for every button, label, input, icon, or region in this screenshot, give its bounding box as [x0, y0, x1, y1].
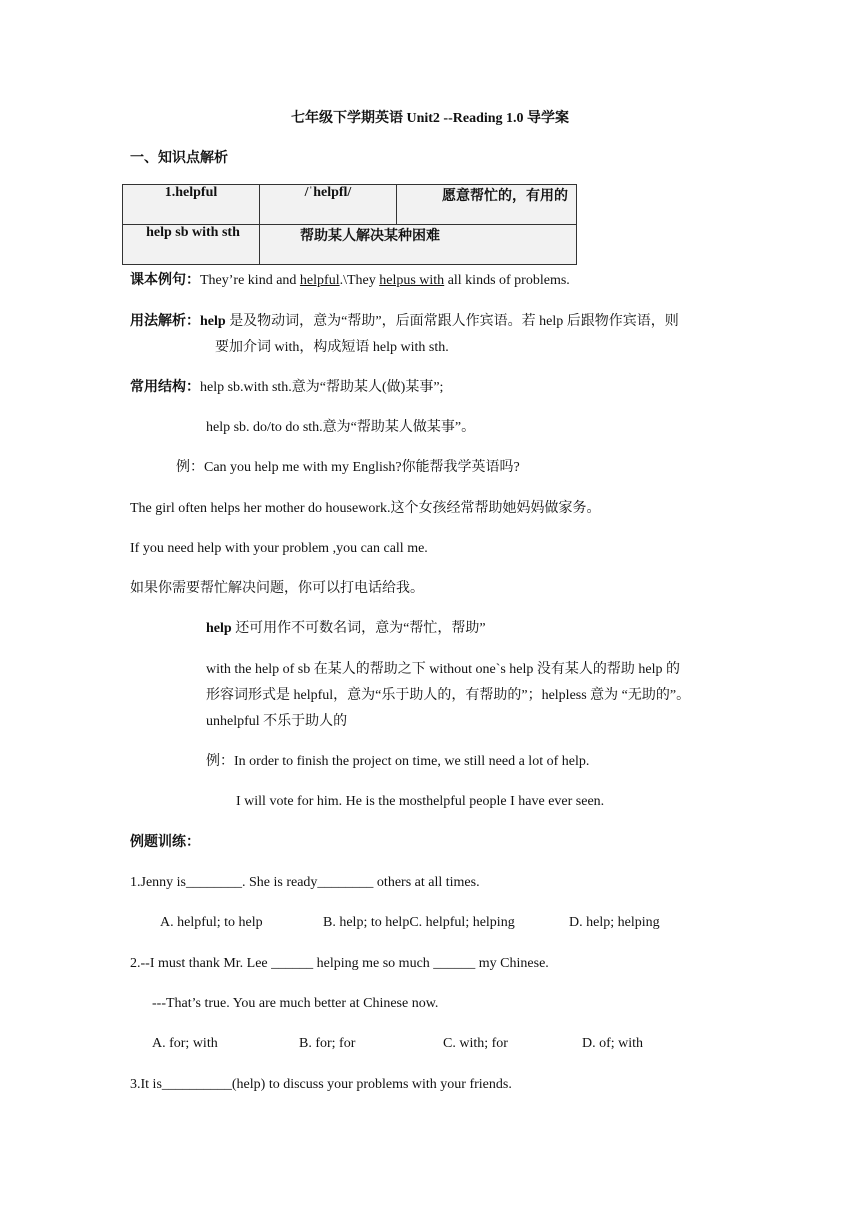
- example-label: 例：: [176, 460, 204, 475]
- vocab-meaning: 愿意帮忙的，有用的: [397, 185, 577, 225]
- structure-line-2: help sb. do/to do sth.意为“帮助某人做某事”。: [206, 420, 476, 435]
- if-need-sentence: If you need help with your problem ,you can call me.: [130, 541, 428, 556]
- structure-label: 常用结构：: [130, 380, 200, 395]
- question-3: 3.It is__________(help) to discuss your problems with your friends.: [130, 1077, 512, 1092]
- q1-option-bc: B. help; to helpC. helpful; helping: [323, 915, 515, 930]
- example-sentence: In order to finish the project on time, we still need a lot of help.: [234, 754, 590, 769]
- example-underline: helpful: [299, 273, 340, 288]
- example-text: all kinds of problems.: [444, 273, 570, 288]
- usage-bold: help: [200, 314, 226, 329]
- noun-text: 还可用作不可数名词，意为“帮忙，帮助”: [231, 621, 486, 636]
- question-2-reply: ---That’s true. You are much better at Chinese now.: [152, 996, 439, 1011]
- with-help-line-1: with the help of sb 在某人的帮助之下 without one`s help 没有某人的帮助 help 的: [206, 662, 681, 677]
- example-2: [206, 753, 589, 771]
- exercises-heading: 例题训练：: [130, 835, 200, 850]
- structure-line-1: [130, 379, 443, 397]
- example-3: I will vote for him. He is the mosthelpful people I have ever seen.: [236, 794, 605, 809]
- if-need-translation: 如果你需要帮忙解决问题，你可以打电话给我。: [130, 581, 424, 596]
- section-heading: 一、知识点解析: [130, 151, 228, 166]
- q1-option-d: D. help; helping: [569, 915, 660, 930]
- q2-option-b: B. for; for: [299, 1036, 356, 1051]
- example-text: .\They: [339, 273, 380, 288]
- q2-option-c: C. with; for: [443, 1036, 508, 1051]
- q1-option-a: A. helpful; to help: [160, 915, 263, 930]
- usage-line-1: [130, 313, 679, 331]
- noun-bold: help: [206, 621, 232, 636]
- with-help-line-3: unhelpful 不乐于助人的: [206, 714, 348, 729]
- example-label: 例：: [206, 754, 234, 769]
- usage-label: 用法解析：: [130, 314, 200, 329]
- q2-option-a: A. for; with: [152, 1036, 218, 1051]
- textbook-example-label: 课本例句：: [130, 273, 200, 288]
- girl-sentence: The girl often helps her mother do housework.这个女孩经常帮助她妈妈做家务。: [130, 501, 601, 516]
- noun-usage: [206, 620, 486, 638]
- structure-example: [176, 459, 520, 477]
- question-2: 2.--I must thank Mr. Lee ______ helping me so much ______ my Chinese.: [130, 956, 549, 971]
- question-1: 1.Jenny is________. She is ready________ others at all times.: [130, 875, 480, 890]
- example-text: They’re kind and: [200, 273, 300, 288]
- usage-text: 是及物动词，意为“帮助”，后面常跟人作宾语。若 help 后跟物作宾语，则: [225, 314, 679, 329]
- vocab-phrase-meaning: 帮助某人解决某种困难: [260, 225, 577, 265]
- textbook-example: [130, 272, 570, 290]
- vocab-phrase: help sb with sth: [123, 225, 260, 265]
- vocab-word: 1.helpful: [123, 185, 260, 225]
- table-row: [123, 225, 577, 265]
- table-row: [123, 185, 577, 225]
- vocab-table: [122, 184, 577, 265]
- example-underline: helpus with: [379, 273, 445, 288]
- with-help-line-2: 形容词形式是 helpful，意为“乐于助人的，有帮助的”；helpless 意为 “无助的”。: [206, 688, 691, 703]
- q2-option-d: D. of; with: [582, 1036, 644, 1051]
- page-title: 七年级下学期英语 Unit2 --Reading 1.0 导学案: [290, 111, 570, 126]
- structure-text: help sb.with sth.意为“帮助某人(做)某事”;: [200, 380, 444, 395]
- vocab-phonetic: /ˈhelpfl/: [260, 185, 397, 225]
- example-sentence: Can you help me with my English?你能帮我学英语吗?: [204, 460, 520, 475]
- usage-line-2: 要加介词 with，构成短语 help with sth.: [215, 340, 449, 355]
